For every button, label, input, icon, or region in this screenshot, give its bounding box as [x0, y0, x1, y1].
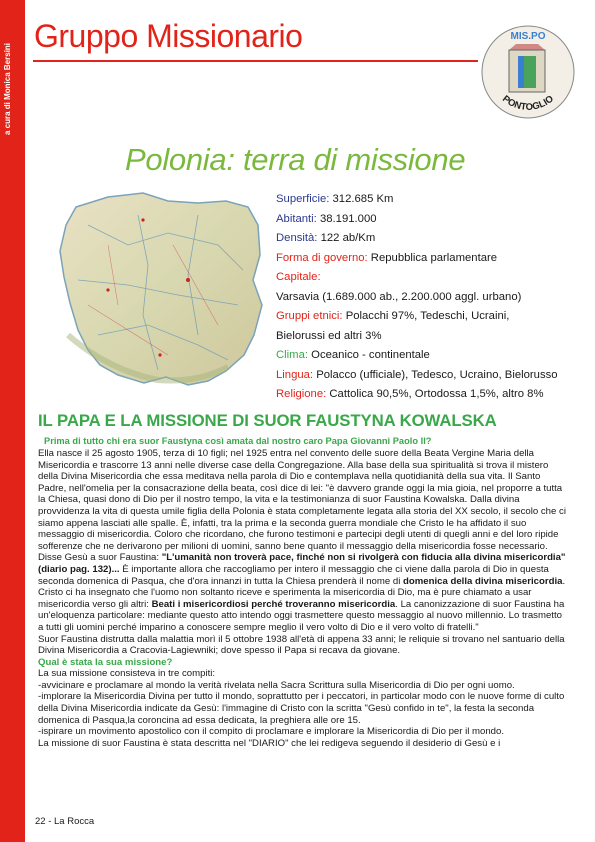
poland-map [48, 185, 268, 390]
fact-row [276, 190, 586, 210]
paragraph-4: La missione di suor Faustina è stata descritta nel "DIARIO" che lei redigeva seguendo il desiderio di Gesù e i [38, 737, 501, 749]
fact-row [276, 229, 586, 249]
list-item: -implorare la Misericordia Divina per tutto il mondo, soprattutto per i peccatori, in particolar modo con le nuove forme di culto della Divina Misericordia indicate da Gesù: l'immagine di Cristo con la scritta "Gesù confido in te", la festa la seconda domenica di Pasqua,la coroncina ad essa dedicata, la preghiera alle ore 15. [38, 691, 565, 726]
fact-label: Religione: [276, 388, 327, 400]
fact-row [276, 346, 586, 366]
fact-row [276, 307, 586, 327]
list-item: -avvicinare e proclamare al mondo la verità rivelata nella Sacra Scrittura sulla Misericordia di Dio per ogni uomo. [38, 679, 515, 691]
paragraph-1: Ella nasce il 25 agosto 1905, terza di 10 figli; nel 1925 entra nel convento delle suore della Beata Vergine Maria della Misericordia e trascorre 13 anni nelle diverse case della Congregazione. Alla base della sua spiritualità si trova il mistero della Divina Misericordia che essa meditava nella parola di Dio e contemplava nella quotidianità della sua vita. Il Santo Padre, nell'omelia per la consacrazione della beata, così dice di lei: "è davvero grande oggi la mia gioia, nel proporre a tutta la Chiesa, quasi dono di Dio per il nostro tempo, la vita e la testimonianza di suor Faustina Kowalska. Dalla divina provvidenza la vita di questa umile figlia della Polonia è stata completamente legata alla storia del XX secolo, il secolo che ci siamo appena lasciati alle spalle. È, infatti, tra la prima e la seconda guerra mondiale che Cristo le ha affidato il suo messaggio di misericordia. Coloro che ricordano, che furono testimoni e partecipi degli utenti di quegli anni e del loro ripide sofferenze che ne derivarono per milioni di uomini, sanno bene quanto il messaggio della misericordia fosse necessario. Disse Gesù a suor Faustina: "L'umanità non troverà pace, finché non si rivolgerà con fiducia alla divina misericordia" (diario pag. 132)... È importante allora che raccogliamo per intero il messaggio che ci viene dalla parola di Dio in questa seconda domenica di Pasqua, che d'ora innanzi in tutta la Chiesa prenderà il nome di domenica della divina misericordia. Cristo ci ha insegnato che l'uomo non soltanto riceve e sperimenta la misericordia di Dio, ma è pure chiamato a usar misericordia verso gli altri: Beati i misericordiosi perché troveranno misericordia. La canonizzazione di suor Faustina ha un'eloquenza particolare: mediante questo atto intendo oggi trasmettere questo messaggio al nuovo millennio. Lo trasmetto a tutti gli uomini perché imparino a conoscere sempre meglio il vero volto di Dio e il vero volto di fratelli." [38, 448, 566, 633]
fact-row [276, 385, 586, 405]
fact-row [276, 366, 586, 386]
section-title: IL PAPA E LA MISSIONE DI SUOR FAUSTYNA KOWALSKA [38, 411, 497, 430]
logo-top-text: MIS.PO [510, 31, 546, 42]
fact-row [276, 268, 586, 288]
fact-value: Varsavia (1.689.000 ab., 2.200.000 aggl. urbano) [276, 290, 522, 303]
fact-row [276, 327, 586, 347]
paragraph-2: Suor Faustina distrutta dalla malattia morì il 5 ottobre 1938 all'età di appena 33 anni; le reliquie si trovano nel santuario della Divina Misericordia a Cracovia-Lagiewniki; dove spesso il Papa si recava da giovane. [38, 633, 565, 657]
mispo-logo [478, 22, 578, 122]
fact-value: Polacco (ufficiale), Tedesco, Ucraino, Bielorusso [313, 368, 558, 381]
fact-value: Bielorussi ed altri 3% [276, 329, 382, 342]
fact-row [276, 210, 586, 230]
article-body [38, 448, 568, 749]
fact-value: 122 ab/Km [317, 232, 376, 244]
logo-bottom-text: PONTOGLIO [500, 93, 556, 113]
fact-label: Abitanti: [276, 212, 317, 225]
article-title: Polonia: terra di missione [125, 142, 466, 177]
fact-value: Oceanico - continentale [308, 349, 430, 361]
country-facts [276, 190, 586, 405]
fact-label: Lingua: [276, 368, 314, 381]
list-item: -ispirare un movimento apostolico con il compito di proclamare e implorare la Misericordia di Dio per il mondo. [38, 726, 505, 738]
fact-value: 38.191.000 [316, 212, 377, 225]
fact-label: Capitale: [276, 271, 321, 283]
article-subtitle: Prima di tutto chi era suor Faustyna così amata dal nostro caro Papa Giovanni Paolo II? [44, 436, 432, 446]
fact-label: Forma di governo: [276, 251, 368, 264]
fact-value: 312.685 Km [329, 193, 394, 205]
vertical-credit [3, 115, 23, 135]
paragraph-3: La sua missione consisteva in tre compiti: [38, 668, 216, 680]
section-header-title: Gruppo Missionario [34, 18, 303, 54]
question-heading: Qual è stata la sua missione? [38, 656, 173, 668]
fact-row [276, 288, 586, 308]
fact-label: Superficie: [276, 193, 330, 205]
fact-value: Repubblica parlamentare [367, 251, 498, 264]
header-rule [33, 60, 478, 62]
fact-value: Polacchi 97%, Tedeschi, Ucraini, [342, 310, 510, 322]
fact-row [276, 249, 586, 269]
fact-label: Clima: [276, 349, 309, 361]
page-footer: 22 - La Rocca [35, 816, 95, 827]
fact-label: Densità: [276, 232, 318, 244]
fact-label: Gruppi etnici: [276, 310, 343, 322]
fact-value: Cattolica 90,5%, Ortodossa 1,5%, altro 8% [326, 388, 544, 400]
